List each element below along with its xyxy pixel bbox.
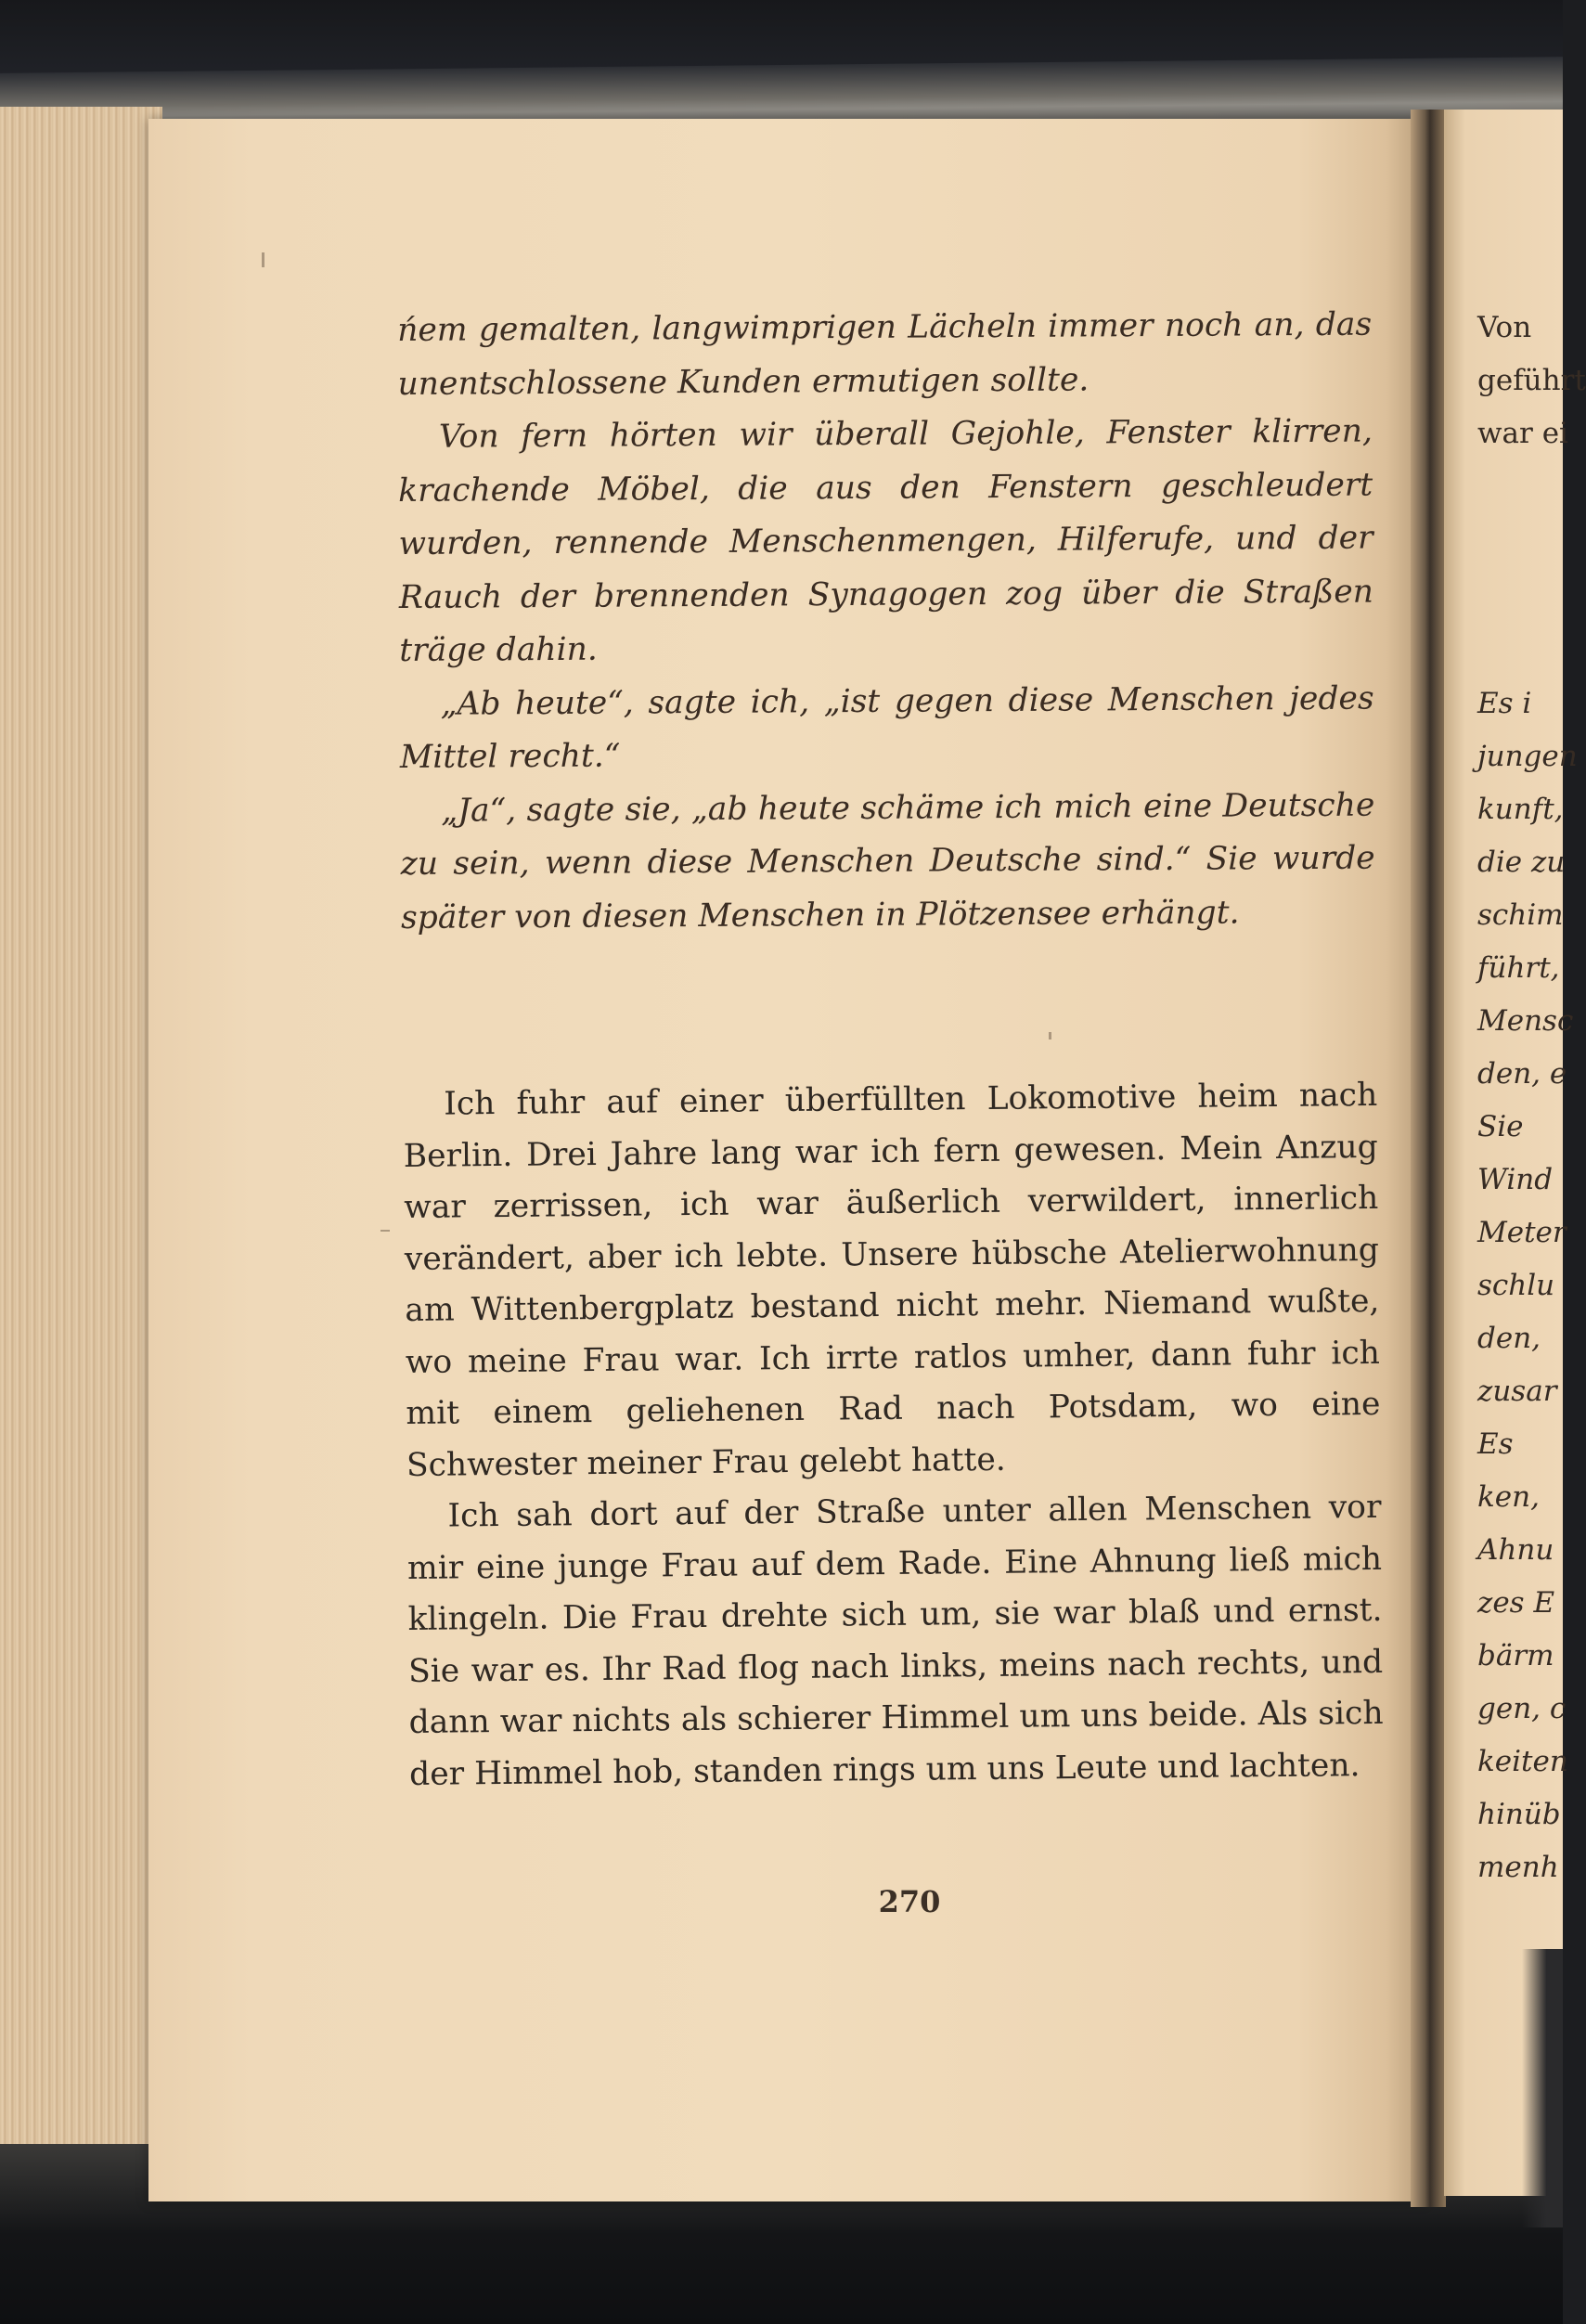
right-page-shadow — [1522, 1949, 1563, 2227]
facing-line: ken, — [1477, 1480, 1540, 1514]
facing-line: Wind — [1477, 1163, 1554, 1196]
facing-line: Es i — [1477, 687, 1532, 720]
roman-paragraph: Ich fuhr auf einer überfüllten Lokomotive heim nach Berlin. Drei Jahre lang war ich fern gewesen. Mein Anzug war zerrissen, ich war äußerlich verwildert, innerlich verändert, aber ich lebte. Unsere hübsche Atelierwohnung am Wittenbergplatz bestand nicht mehr. Niemand wußte, wo meine Frau war. Ich irrte ratlos umher, dann fuhr ich mit einem geliehenen Rad nach Potsdam, wo eine Schwester meiner Frau gelebt hatte. — [403, 1076, 1381, 1484]
page-number: 270 — [878, 1884, 941, 1919]
book-gutter — [1411, 110, 1446, 2207]
facing-line: Sie — [1477, 1110, 1524, 1143]
italic-paragraph: „Ab heute“, sagte ich, „ist gegen diese Menschen jedes Mittel recht.“ — [399, 679, 1374, 776]
facing-line: geführt — [1477, 364, 1586, 397]
facing-line: bärm — [1477, 1639, 1554, 1672]
facing-line: schlu — [1477, 1269, 1555, 1302]
italic-paragraph: ńem gemalten, langwimprigen Lächeln immer noch an, das unentschlossene Kunden ermutigen sollte. — [397, 305, 1373, 403]
facing-line: Von — [1477, 311, 1532, 344]
italic-paragraph: „Ja“, sagte sie, „ab heute schäme ich mich eine Deutsche zu sein, wenn diese Menschen Deutsche sind.“ Sie wurde später von diesen Menschen in Plötzensee erhängt. — [400, 786, 1375, 936]
facing-line: war ei — [1477, 417, 1568, 450]
facing-line: den, — [1477, 1322, 1541, 1355]
facing-line: den, e — [1477, 1057, 1567, 1091]
page-speck — [380, 1230, 390, 1232]
facing-line: Meter — [1477, 1216, 1567, 1249]
facing-page-text — [1477, 302, 1586, 1894]
page-stack-edge — [0, 107, 162, 2176]
facing-line: Mensc — [1477, 1004, 1574, 1038]
page-speck — [1049, 1032, 1051, 1039]
facing-line: jungen — [1477, 740, 1578, 773]
roman-text-block — [403, 1070, 1384, 1801]
facing-line: hinüb — [1477, 1798, 1561, 1831]
italic-text-block — [397, 299, 1375, 945]
facing-line: zes E — [1477, 1586, 1555, 1620]
facing-line: menh — [1477, 1851, 1559, 1884]
facing-line: Ahnu — [1477, 1533, 1554, 1567]
facing-line: zusar — [1477, 1375, 1557, 1408]
page-speck — [262, 252, 264, 267]
facing-line: kunft, — [1477, 793, 1564, 826]
facing-gap — [1477, 460, 1563, 678]
facing-line: Es — [1477, 1427, 1514, 1461]
facing-line: gen, c — [1477, 1692, 1567, 1725]
italic-paragraph: Von fern hörten wir überall Gejohle, Fenster klirren, krachende Möbel, die aus den Fenstern geschleudert wurden, rennende Menschenmengen, Hilferufe, und der Rauch der brennenden Synagogen zog über die Straßen träge dahin. — [398, 412, 1374, 669]
facing-line: führt, — [1477, 951, 1560, 985]
facing-line: die zu — [1477, 846, 1566, 879]
facing-line: keiten — [1477, 1745, 1568, 1778]
roman-paragraph: Ich sah dort auf der Straße unter allen Menschen vor mir eine junge Frau auf dem Rade. Eine Ahnung ließ mich klingeln. Die Frau drehte sich um, sie war blaß und ernst. Sie war es. Ihr Rad flog nach links, meins nach rechts, und dann war nichts als schierer Himmel um uns beide. Als sich der Himmel hob, standen rings um uns Leute und lachten. — [406, 1488, 1384, 1793]
facing-line: schim — [1477, 898, 1564, 932]
